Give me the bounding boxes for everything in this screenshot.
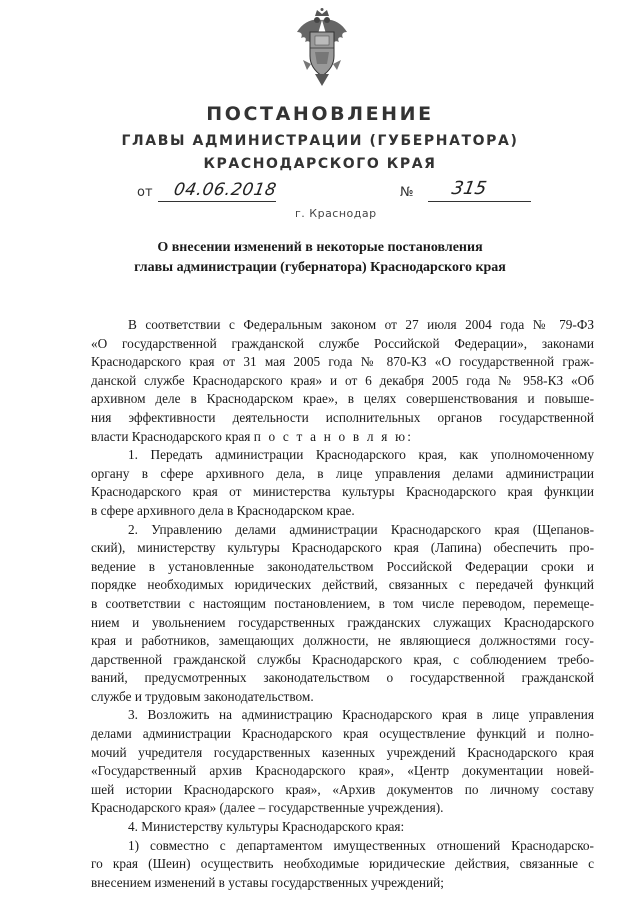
body-line: 1. Передать администрации Краснодарского края, как уполномоченному	[128, 447, 594, 463]
body-line: делами администрации Краснодарского края осуществление функций и полно-	[91, 726, 594, 742]
body-line: в соответствии с настоящим постановлением, в том числе переводом, перемеще-	[91, 595, 594, 611]
city-label: г. Краснодар	[295, 207, 377, 220]
body-line: службе и трудовым законодательством.	[91, 688, 314, 704]
body-line: края и работников, замещающих должности, не являющиеся должностями госу-	[91, 633, 594, 649]
body-line: порядке необходимых юридических действий, связанных с передачей функций	[91, 577, 594, 593]
document-type-heading: ПОСТАНОВЛЕНИЕ	[206, 103, 434, 125]
body-line: ведение в установленные законодательством Российской Федерации сроки и	[91, 558, 594, 574]
body-line-text: власти Краснодарского края	[91, 428, 251, 444]
body-line: данской службе Краснодарского края» и от 6 декабря 2005 года № 958-КЗ «Об	[91, 372, 594, 388]
authority-heading-line2: КРАСНОДАРСКОГО КРАЯ	[203, 156, 437, 172]
document-body	[91, 316, 594, 892]
body-line: ния эффективности деятельности исполнительных органов государственной	[91, 409, 594, 425]
body-line: нием и увольнением государственных гражданских служащих Краснодарского	[91, 614, 594, 630]
document-number: 315	[450, 178, 489, 199]
body-line: 4. Министерству культуры Краснодарского края:	[128, 819, 405, 835]
authority-heading-line1: ГЛАВЫ АДМИНИСТРАЦИИ (ГУБЕРНАТОРА)	[121, 133, 519, 149]
body-line: 1) совместно с департаментом имущественных отношений Краснодарско-	[128, 837, 594, 853]
body-line: мочий учредителя государственных казенных учреждений Краснодарского края	[91, 744, 594, 760]
number-label: №	[400, 185, 414, 200]
body-line: Краснодарского края от министерства культуры Краснодарского края функции	[91, 484, 594, 500]
body-line: «Государственный архив Краснодарского края», «Центр документации новей-	[91, 763, 594, 779]
document-title-line2: главы администрации (губернатора) Краснодарского края	[134, 260, 506, 275]
body-line: 3. Возложить на администрацию Краснодарского края в лице управления	[128, 707, 594, 723]
body-line: в сфере архивного дела в Краснодарском крае.	[91, 502, 355, 518]
decree-word: п о с т а н о в л я ю:	[253, 428, 414, 444]
body-line: архивном деле в Краснодарском крае», в целях совершенствования и повыше-	[91, 391, 594, 407]
document-date: 04.06.2018	[172, 180, 279, 200]
body-line: дарственной гражданской службы Краснодарского края, с соблюдением требо-	[91, 651, 594, 667]
body-line: внесением изменений в уставы государственных учреждений;	[91, 874, 444, 890]
document-title-line1: О внесении изменений в некоторые постановления	[157, 240, 483, 255]
body-line: ский), министерству культуры Краснодарского края (Лапина) обеспечить про-	[91, 540, 594, 556]
number-underline	[428, 201, 531, 202]
body-line: го края (Шеин) осуществить необходимые юридические действия, связанные с	[91, 856, 594, 872]
date-label: от	[137, 185, 153, 200]
body-line: Краснодарского края от 31 мая 2005 года № 870-КЗ «О государственной граж-	[91, 354, 594, 370]
date-underline	[158, 201, 276, 202]
body-line: В соответствии с Федеральным законом от 27 июля 2004 года № 79-ФЗ	[128, 317, 594, 332]
body-line: Краснодарского края» (далее – государственные учреждения).	[91, 800, 444, 816]
body-line: органу в сфере архивного дела, в лице управления делами администрации	[91, 465, 594, 481]
body-line: ваний, предусмотренных законодательством о государственной гражданской	[91, 670, 594, 686]
body-line-decree	[91, 428, 594, 447]
body-line: «О государственной гражданской службе Российской Федерации», законами	[91, 335, 594, 351]
coat-of-arms-emblem	[293, 8, 351, 88]
body-line: 2. Управлению делами администрации Краснодарского края (Щепанов-	[128, 521, 594, 537]
body-line: шей истории Краснодарского края», «Архив документов по личному составу	[91, 781, 594, 797]
